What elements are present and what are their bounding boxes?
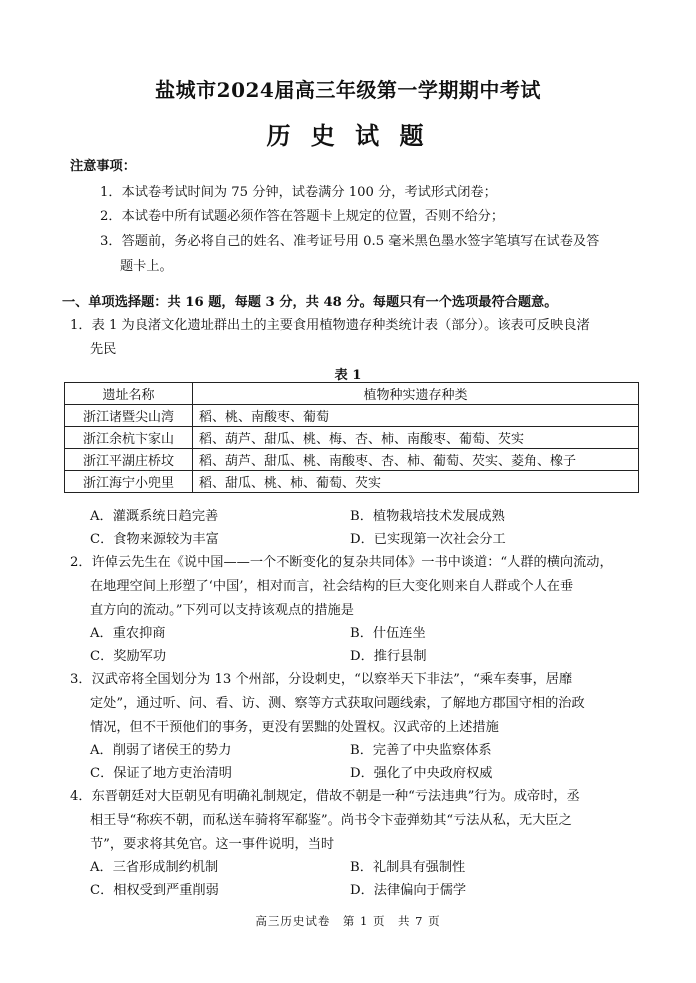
question-1-line-2: 先民: [90, 342, 117, 357]
page-footer: 高三历史试卷 第 1 页 共 7 页: [255, 914, 441, 928]
question-2-line-2: 在地理空间上形塑了‘中国’，相对而言，社会结构的巨大变化则来自人群或个人在垂: [90, 579, 574, 594]
q1-option-d: D．已实现第一次社会分工: [350, 532, 506, 547]
q4-option-b: B．礼制具有强制性: [350, 860, 466, 875]
question-4-line-1: 4．东晋朝廷对大臣朝见有明确礼制规定，借故不朝是一种“亏法违典”行为。成帝时，丞: [70, 789, 580, 804]
table-cell-site: 浙江平湖庄桥坟: [65, 449, 193, 471]
table-header-site: 遗址名称: [65, 383, 193, 405]
q3-option-c: C．保证了地方吏治清明: [90, 766, 232, 781]
section-heading: 一、单项选择题：共 16 题，每题 3 分，共 48 分。每题只有一个选项最符合题意。: [62, 295, 558, 310]
question-2-line-3: 直方向的流动。”下列可以支持该观点的措施是: [90, 603, 354, 618]
table-row: [65, 449, 639, 471]
q3-option-b: B．完善了中央监察体系: [350, 743, 492, 758]
question-3-line-1: 3．汉武帝将全国划分为 13 个州部，分设刺史，“以察举天下非法”，“乘车奏事，居靡: [70, 672, 573, 687]
q2-option-c: C．奖励军功: [90, 649, 167, 664]
q2-option-d: D．推行县制: [350, 649, 427, 664]
question-3-line-3: 情况，但不干预他们的事务，更没有罢黜的处置权。汉武帝的上述措施: [90, 720, 499, 735]
q3-option-a: A．削弱了诸侯王的势力: [90, 743, 232, 758]
question-4-line-3: 节”，要求将其免官。这一事件说明，当时: [90, 837, 335, 852]
q2-option-b: B．什伍连坐: [350, 626, 426, 641]
table-row: [65, 405, 639, 427]
table-cell-site: 浙江诸暨尖山湾: [65, 405, 193, 427]
table-cell-site: 浙江余杭卞家山: [65, 427, 193, 449]
q3-option-d: D．强化了中央政府权威: [350, 766, 493, 781]
notice-item-2: 2．本试卷中所有试题必须作答在答题卡上规定的位置，否则不给分；: [100, 209, 505, 224]
table-caption: 表 1: [334, 368, 362, 383]
question-4-line-2: 相王导“称疾不朝，而私送车骑将军郗鉴”。尚书令卞壶弹劾其“亏法从私，无大臣之: [90, 813, 572, 828]
plant-remains-table: [64, 382, 639, 493]
question-2-line-1: 2．许倬云先生在《说中国——一个不断变化的复杂共同体》一书中谈道：“人群的横向流动，: [70, 555, 613, 570]
notice-item-1: 1．本试卷考试时间为 75 分钟，试卷满分 100 分，考试形式闭卷；: [100, 185, 497, 200]
q4-option-a: A．三省形成制约机制: [90, 860, 219, 875]
q4-option-d: D．法律偏向于儒学: [350, 883, 467, 898]
exam-title: 盐城市2024届高三年级第一学期期中考试: [155, 78, 541, 102]
q1-option-b: B．植物栽培技术发展成熟: [350, 509, 505, 524]
notice-heading: 注意事项：: [70, 159, 136, 174]
table-header-row: [65, 383, 639, 405]
table-row: [65, 427, 639, 449]
table-cell-plants: 稻、甜瓜、桃、柿、葡萄、芡实: [193, 471, 639, 493]
q1-option-c: C．食物来源较为丰富: [90, 532, 219, 547]
q2-option-a: A．重农抑商: [90, 626, 166, 641]
subject-title: 历 史 试 题: [266, 121, 430, 150]
table-cell-plants: 稻、葫芦、甜瓜、桃、梅、杏、柿、南酸枣、葡萄、芡实: [193, 427, 639, 449]
notice-item-3: 3．答题前，务必将自己的姓名、准考证号用 0.5 毫米黑色墨水签字笔填写在试卷及答: [100, 234, 600, 249]
q1-option-a: A．灌溉系统日趋完善: [90, 509, 219, 524]
notice-item-3-cont: 题卡上。: [120, 259, 173, 274]
table-row: [65, 471, 639, 493]
question-3-line-2: 定处”，通过听、问、看、访、测、察等方式获取问题线索，了解地方郡国守相的治政: [90, 696, 585, 711]
q4-option-c: C．相权受到严重削弱: [90, 883, 219, 898]
table-cell-site: 浙江海宁小兜里: [65, 471, 193, 493]
table-cell-plants: 稻、葫芦、甜瓜、桃、南酸枣、杏、柿、葡萄、芡实、菱角、橡子: [193, 449, 639, 471]
table-cell-plants: 稻、桃、南酸枣、葡萄: [193, 405, 639, 427]
table-header-plants: 植物种实遗存种类: [193, 383, 639, 405]
question-1-line-1: 1．表 1 为良渚文化遗址群出土的主要食用植物遗存种类统计表（部分）。该表可反映良渚: [70, 318, 590, 333]
